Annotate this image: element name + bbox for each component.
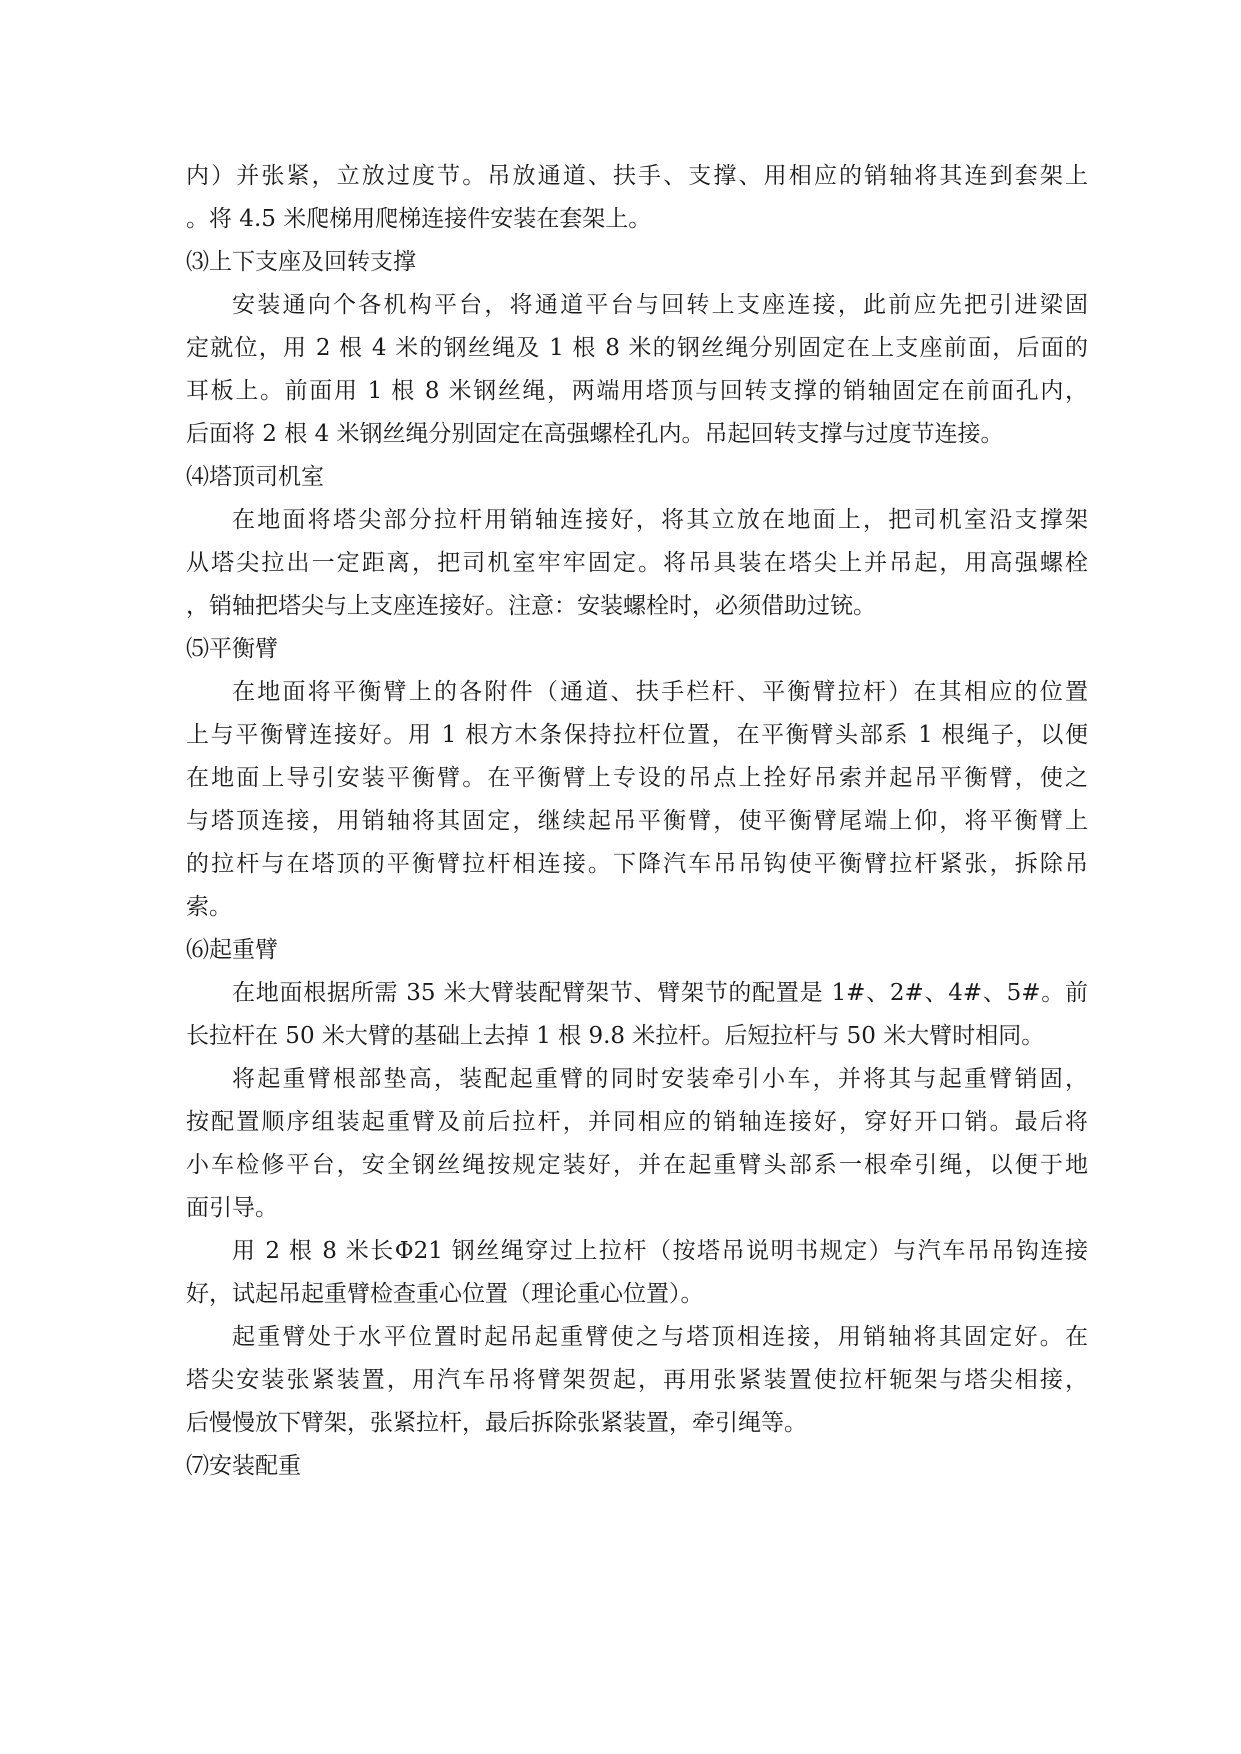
document-body [186,155,1088,1488]
section-3-paragraph [186,284,1088,456]
text-line: 索。 [186,894,232,920]
text-line: 在地面根据所需 35 米大臂装配臂架节、臂架节的配置是 1#、2#、4#、5#。前 [232,980,1088,1006]
section-5-paragraph [186,671,1088,929]
section-heading-6: ⑹起重臂 [186,937,278,963]
text-line: 按配置顺序组装起重臂及前后拉杆，并同相应的销轴连接好，穿好开口销。最后将 [186,1109,1088,1135]
text-line: 在地面将平衡臂上的各附件（通道、扶手栏杆、平衡臂拉杆）在其相应的位置 [232,679,1088,705]
text-line: 后面将 2 根 4 米钢丝绳分别固定在高强螺栓孔内。吊起回转支撑与过度节连接。 [186,421,1004,447]
text-line: 的拉杆与在塔顶的平衡臂拉杆相连接。下降汽车吊吊钩使平衡臂拉杆紧张，拆除吊 [186,851,1088,877]
text-line: 面引导。 [186,1195,278,1221]
text-line: 在地面上导引安装平衡臂。在平衡臂上专设的吊点上拴好吊索并起吊平衡臂，使之 [186,765,1088,791]
text-line: 塔尖安装张紧装置，用汽车吊将臂架贺起，再用张紧装置使拉杆轭架与塔尖相接， [186,1367,1088,1393]
text-line: 用 2 根 8 米长Φ21 钢丝绳穿过上拉杆（按塔吊说明书规定）与汽车吊吊钩连接 [232,1238,1088,1264]
section-heading-3: ⑶上下支座及回转支撑 [186,249,416,275]
section-4-paragraph [186,499,1088,628]
text-line: 耳板上。前面用 1 根 8 米钢丝绳，两端用塔顶与回转支撑的销轴固定在前面孔内， [186,378,1088,404]
section-6-paragraph-2 [186,1058,1088,1230]
text-line: 后慢慢放下臂架，张紧拉杆，最后拆除张紧装置，牵引绳等。 [186,1410,807,1436]
section-6-paragraph-4 [186,1316,1088,1445]
text-line: 内）并张紧，立放过度节。吊放通道、扶手、支撑、用相应的销轴将其连到套架上 [186,163,1088,189]
text-line: 将起重臂根部垫高，装配起重臂的同时安装牵引小车，并将其与起重臂销固， [232,1066,1088,1092]
text-line: ，销轴把塔尖与上支座连接好。注意：安装螺栓时，必须借助过铳。 [186,593,876,619]
section-6-paragraph-1 [186,972,1088,1058]
text-line: 安装通向个各机构平台，将通道平台与回转上支座连接，此前应先把引进梁固 [232,292,1088,318]
section-heading-4: ⑷塔顶司机室 [186,464,324,490]
text-line: 起重臂处于水平位置时起吊起重臂使之与塔顶相连接，用销轴将其固定好。在 [232,1324,1088,1350]
text-line: 小车检修平台，安全钢丝绳按规定装好，并在起重臂头部系一根牵引绳，以便于地 [186,1152,1088,1178]
text-line: 定就位，用 2 根 4 米的钢丝绳及 1 根 8 米的钢丝绳分别固定在上支座前面，后面的 [186,335,1088,361]
section-heading-7: ⑺安装配重 [186,1453,301,1479]
text-line: 长拉杆在 50 米大臂的基础上去掉 1 根 9.8 米拉杆。后短拉杆与 50 米大臂时相同。 [186,1023,1045,1049]
text-line: 上与平衡臂连接好。用 1 根方木条保持拉杆位置，在平衡臂头部系 1 根绳子，以便 [186,722,1088,748]
text-line: 从塔尖拉出一定距离，把司机室牢牢固定。将吊具装在塔尖上并吊起，用高强螺栓 [186,550,1088,576]
text-line: 与塔顶连接，用销轴将其固定，继续起吊平衡臂，使平衡臂尾端上仰，将平衡臂上 [186,808,1088,834]
intro-paragraph [186,155,1088,241]
section-6-paragraph-3 [186,1230,1088,1316]
section-heading-5: ⑸平衡臂 [186,636,278,662]
text-line: 好，试起吊起重臂检查重心位置（理论重心位置）。 [186,1281,704,1307]
text-line: 。将 4.5 米爬梯用爬梯连接件安装在套架上。 [186,206,652,232]
text-line: 在地面将塔尖部分拉杆用销轴连接好，将其立放在地面上，把司机室沿支撑架 [232,507,1088,533]
